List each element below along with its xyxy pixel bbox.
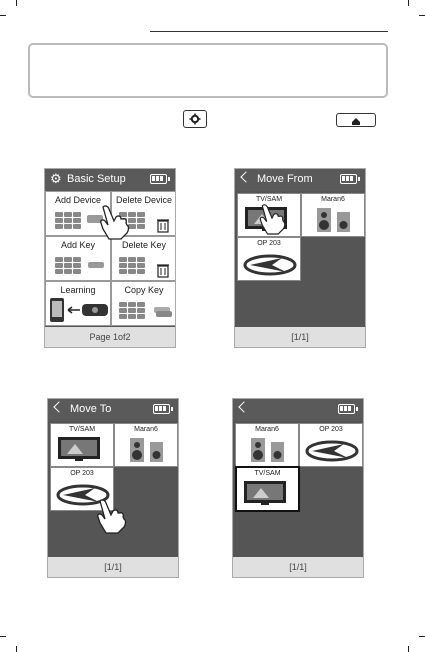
battery-icon	[340, 174, 357, 184]
move-to-screen	[47, 398, 179, 578]
battery-icon	[338, 404, 355, 414]
crop-mark	[419, 636, 425, 637]
delete-key-item[interactable]: Delete Key	[111, 236, 176, 281]
section-rule	[150, 31, 388, 32]
screen-header	[235, 169, 365, 191]
tv-icon	[243, 480, 287, 506]
screen-header	[233, 399, 363, 421]
bluray-icon	[304, 436, 360, 464]
hand-pointer-icon	[97, 203, 131, 241]
device-tile-audio[interactable]: Maran6	[114, 423, 178, 467]
device-tile-bluray[interactable]: OP 203	[299, 423, 363, 467]
screen-title: Basic Setup	[67, 173, 126, 185]
crop-mark	[16, 646, 17, 652]
result-screen	[232, 398, 364, 578]
speaker-icon	[316, 206, 352, 234]
back-arrow-icon[interactable]	[53, 401, 64, 412]
crop-mark	[16, 0, 17, 6]
settings-button-icon	[183, 110, 207, 128]
speaker-icon	[250, 436, 286, 464]
speaker-icon	[129, 436, 165, 464]
remote-icon	[55, 257, 81, 274]
learning-icon	[48, 296, 110, 324]
device-tile-audio[interactable]: Maran6	[301, 193, 365, 237]
hand-pointer-icon	[94, 497, 128, 535]
back-arrow-icon[interactable]	[240, 171, 251, 182]
back-arrow-icon[interactable]	[238, 401, 249, 412]
page-indicator: [1/1]	[233, 557, 363, 577]
battery-icon	[153, 404, 170, 414]
page-indicator: Page 1of2	[45, 327, 175, 347]
basic-setup-screen	[44, 168, 176, 348]
screen-title: Move From	[257, 173, 313, 185]
screen-title: Move To	[70, 403, 112, 415]
crop-mark	[0, 636, 6, 637]
crop-mark	[0, 15, 6, 16]
screen-header	[45, 169, 175, 191]
page-indicator: [1/1]	[235, 327, 365, 347]
device-tile-bluray[interactable]: OP 203	[50, 467, 114, 511]
home-button-icon	[336, 113, 376, 127]
screen-header	[48, 399, 178, 421]
device-tile-tv[interactable]: TV/SAM	[50, 423, 114, 467]
note-box	[28, 43, 388, 98]
device-tile-audio[interactable]: Maran6	[235, 423, 299, 467]
hand-pointer-icon	[257, 201, 287, 237]
trash-icon	[156, 217, 170, 233]
device-tile-tv[interactable]: TV/SAM	[235, 466, 300, 512]
battery-icon	[150, 174, 167, 184]
page-indicator: [1/1]	[48, 557, 178, 577]
move-from-screen	[234, 168, 366, 348]
add-key-item[interactable]: Add Key	[45, 236, 111, 281]
add-device-item[interactable]: Add Device	[45, 191, 111, 236]
device-tile-bluray[interactable]: OP 203	[237, 237, 301, 281]
remote-icon	[119, 257, 145, 274]
learning-item[interactable]: Learning	[45, 281, 111, 326]
crop-mark	[408, 646, 409, 652]
device-tile-tv[interactable]: TV/SAM	[237, 193, 301, 237]
bluray-icon	[242, 250, 298, 278]
trash-icon	[156, 262, 170, 278]
copy-key-item[interactable]: Copy Key	[111, 281, 176, 326]
key-icon	[88, 261, 104, 269]
remote-icon	[55, 212, 81, 229]
gear-icon: ⚙	[50, 171, 62, 186]
tv-icon	[57, 436, 101, 462]
remote-icon	[119, 302, 145, 319]
delete-device-item[interactable]: Delete Device	[111, 191, 176, 236]
crop-mark	[419, 15, 425, 16]
crop-mark	[408, 0, 409, 6]
key-icon	[154, 306, 172, 318]
